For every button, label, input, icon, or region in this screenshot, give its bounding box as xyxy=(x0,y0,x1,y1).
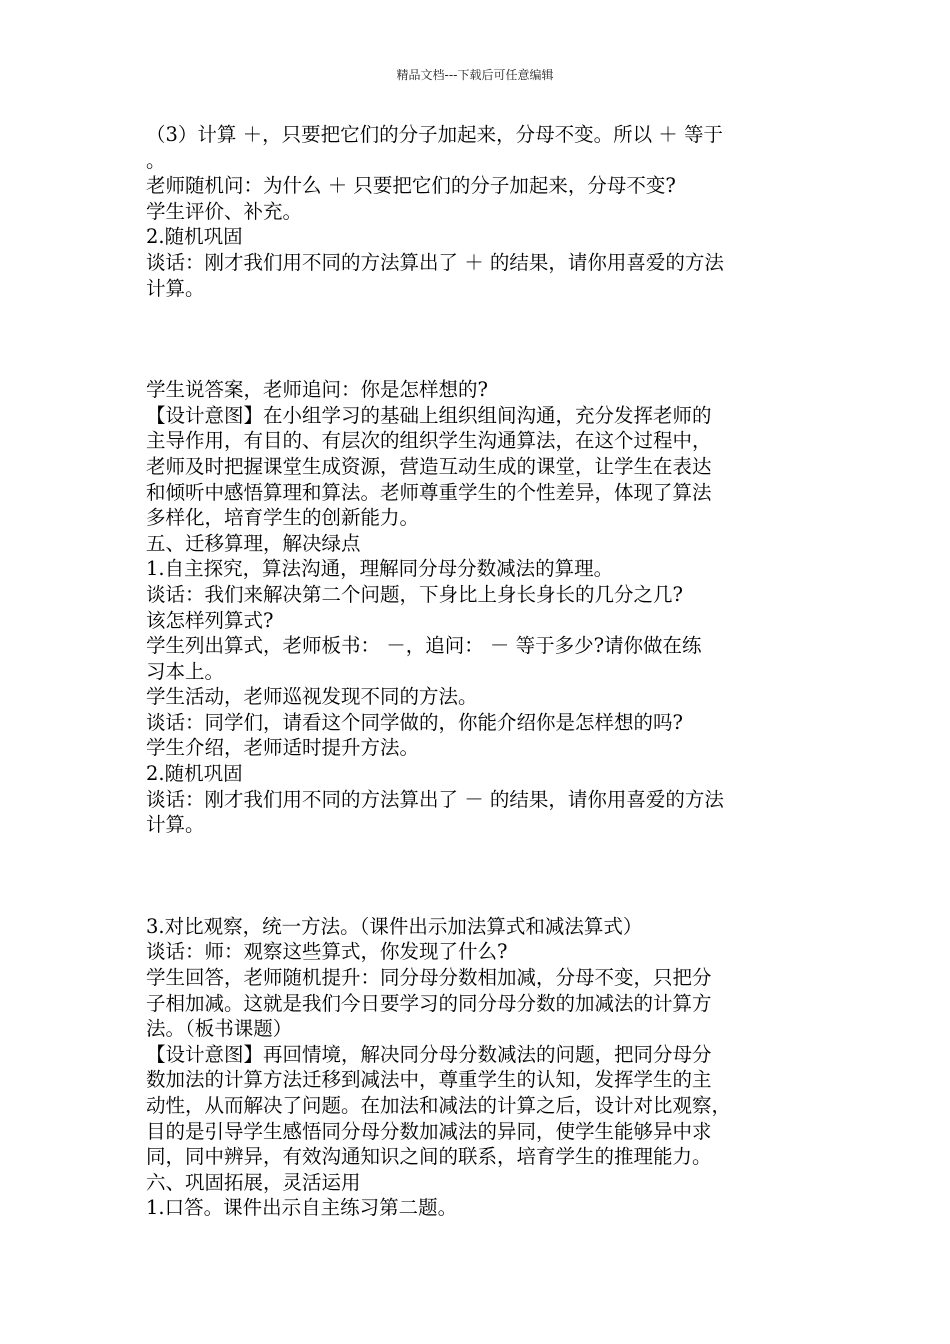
text-line: 谈话：我们来解决第二个问题，下身比上身长身长的几分之几? xyxy=(146,582,683,606)
text-line: 谈话：刚才我们用不同的方法算出了 － 的结果，请你用喜爱的方法 xyxy=(146,787,724,811)
text-line: 老师及时把握课堂生成资源，营造互动生成的课堂，让学生在表达 xyxy=(146,454,712,478)
text-line: 谈话：同学们，请看这个同学做的，你能介绍你是怎样想的吗? xyxy=(146,710,683,734)
text-line: 【设计意图】再回情境，解决同分母分数减法的问题，把同分母分 xyxy=(146,1042,712,1066)
text-line: 。 xyxy=(146,148,166,172)
page-header: 精品文档---下载后可任意编辑 xyxy=(396,68,554,82)
text-line: 目的是引导学生感悟同分母分数加减法的异同，使学生能够异中求 xyxy=(146,1119,712,1143)
text-line: 1.口答。课件出示自主练习第二题。 xyxy=(146,1196,458,1220)
text-line: 1.自主探究，算法沟通，理解同分母分数减法的算理。 xyxy=(146,557,614,581)
text-line: 【设计意图】在小组学习的基础上组织组间沟通，充分发挥老师的 xyxy=(146,403,712,427)
section-heading: 五、迁移算理，解决绿点 xyxy=(146,531,361,555)
blank-space xyxy=(146,838,814,914)
text-line: 学生列出算式，老师板书： －，追问： － 等于多少?请你做在练 xyxy=(146,634,702,658)
section-subtraction xyxy=(146,377,814,838)
text-line: 该怎样列算式? xyxy=(146,608,274,632)
text-line: 3.对比观察，统一方法。（课件出示加法算式和减法算式） xyxy=(146,914,643,938)
text-line: 2.随机巩固 xyxy=(146,762,243,786)
text-line: 法。（板书课题） xyxy=(146,1017,293,1041)
blank-space xyxy=(146,301,814,377)
text-line: 和倾听中感悟算理和算法。老师尊重学生的个性差异，体现了算法 xyxy=(146,480,712,504)
text-line: 同，同中辨异，有效沟通知识之间的联系，培育学生的推理能力。 xyxy=(146,1145,712,1169)
text-line: 学生活动，老师巡视发现不同的方法。 xyxy=(146,685,478,709)
text-line: 学生评价、补充。 xyxy=(146,199,303,223)
section-comparison xyxy=(146,914,814,1221)
text-line: 谈话：师：观察这些算式，你发现了什么? xyxy=(146,940,508,964)
section-heading: 六、巩固拓展，灵活运用 xyxy=(146,1170,361,1194)
text-line: 数加法的计算方法迁移到减法中，尊重学生的认知，发挥学生的主 xyxy=(146,1068,712,1092)
text-line: 老师随机问：为什么 ＋ 只要把它们的分子加起来，分母不变? xyxy=(146,174,676,198)
text-line: （3）计算 ＋，只要把它们的分子加起来，分母不变。所以 ＋ 等于 xyxy=(146,123,724,146)
document-body xyxy=(146,122,814,1221)
text-line: 计算。 xyxy=(146,276,205,300)
section-addition xyxy=(146,122,814,301)
text-line: 习本上。 xyxy=(146,659,225,683)
text-line: 多样化，培育学生的创新能力。 xyxy=(146,506,420,530)
text-line: 学生介绍，老师适时提升方法。 xyxy=(146,736,420,760)
text-line: 子相加减。这就是我们今日要学习的同分母分数的加减法的计算方 xyxy=(146,991,712,1015)
text-line: 计算。 xyxy=(146,813,205,837)
text-line: 学生回答，老师随机提升：同分母分数相加减，分母不变，只把分 xyxy=(146,966,712,990)
text-line: 动性，从而解决了问题。在加法和减法的计算之后，设计对比观察， xyxy=(146,1094,732,1117)
text-line: 谈话：刚才我们用不同的方法算出了 ＋ 的结果，请你用喜爱的方法 xyxy=(146,250,724,274)
text-line: 2.随机巩固 xyxy=(146,225,243,249)
text-line: 学生说答案，老师追问：你是怎样想的? xyxy=(146,378,488,402)
text-line: 主导作用，有目的、有层次的组织学生沟通算法，在这个过程中， xyxy=(146,429,712,453)
